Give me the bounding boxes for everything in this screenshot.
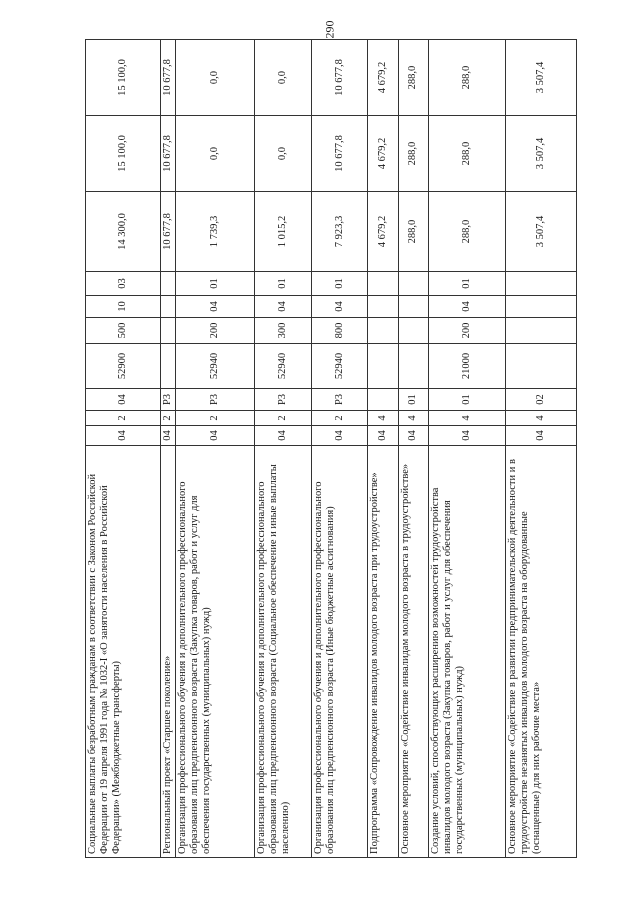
code-cell: 01 — [429, 272, 506, 296]
amount-cell: 10 677,8 — [311, 116, 368, 192]
code-cell: 04 — [311, 296, 368, 318]
amount-cell: 14 300,0 — [86, 192, 161, 272]
code-cell: P3 — [255, 389, 312, 411]
code-cell: 4 — [506, 411, 577, 426]
code-cell: 10 — [86, 296, 161, 318]
code-cell — [398, 296, 428, 318]
code-cell — [368, 318, 398, 344]
table-row — [398, 40, 428, 858]
amount-cell: 0,0 — [255, 40, 312, 116]
code-cell: 01 — [311, 272, 368, 296]
code-cell: 04 — [255, 296, 312, 318]
row-name-cell: Подпрограмма «Сопровождение инвалидов молодого возраста при трудоустройстве» — [368, 446, 398, 858]
budget-table — [85, 39, 577, 858]
code-cell: 01 — [255, 272, 312, 296]
code-cell — [160, 272, 175, 296]
amount-cell: 4 679,2 — [368, 40, 398, 116]
code-cell — [160, 344, 175, 389]
code-cell — [368, 296, 398, 318]
code-cell: P3 — [311, 389, 368, 411]
code-cell: 2 — [86, 411, 161, 426]
amount-cell: 0,0 — [176, 40, 255, 116]
code-cell: 500 — [86, 318, 161, 344]
amount-cell: 3 507,4 — [506, 40, 577, 116]
code-cell: 300 — [255, 318, 312, 344]
amount-cell: 10 677,8 — [311, 40, 368, 116]
row-name-cell: Региональный проект «Старшее поколение» — [160, 446, 175, 858]
row-name-cell: Организация профессионального обучения и дополнительного профессионального образования лиц предпенсионного возраста (Социальное обеспечение и иные выплаты населению) — [255, 446, 312, 858]
code-cell: 04 — [398, 426, 428, 446]
code-cell: 200 — [176, 318, 255, 344]
amount-cell: 288,0 — [429, 116, 506, 192]
code-cell: 4 — [429, 411, 506, 426]
code-cell: 04 — [368, 426, 398, 446]
code-cell — [160, 318, 175, 344]
code-cell: P3 — [176, 389, 255, 411]
code-cell: 03 — [86, 272, 161, 296]
code-cell: 02 — [506, 389, 577, 411]
amount-cell: 3 507,4 — [506, 116, 577, 192]
amount-cell: 10 677,8 — [160, 40, 175, 116]
code-cell — [368, 344, 398, 389]
code-cell: 52940 — [176, 344, 255, 389]
code-cell — [506, 344, 577, 389]
code-cell: 2 — [160, 411, 175, 426]
code-cell: 2 — [311, 411, 368, 426]
code-cell — [506, 296, 577, 318]
row-name-cell: Организация профессионального обучения и дополнительного профессионального образования лиц предпенсионного возраста (Иные бюджетные ассигнования) — [311, 446, 368, 858]
row-name-cell: Социальные выплаты безработным гражданам в соответствии с Законом Российской Федерации от 19 апреля 1991 года № 1032-I «О занятости населения в Российской Федерации» (Межбюджетные трансферты) — [86, 446, 161, 858]
code-cell: 4 — [398, 411, 428, 426]
amount-cell: 15 100,0 — [86, 40, 161, 116]
amount-cell: 1 739,3 — [176, 192, 255, 272]
table-row — [368, 40, 398, 858]
code-cell: 04 — [86, 426, 161, 446]
code-cell: 04 — [429, 426, 506, 446]
budget-table-wrapper — [85, 40, 577, 858]
amount-cell: 288,0 — [429, 192, 506, 272]
code-cell: 52940 — [311, 344, 368, 389]
amount-cell: 288,0 — [398, 40, 428, 116]
code-cell: 01 — [176, 272, 255, 296]
code-cell — [398, 272, 428, 296]
amount-cell: 10 677,8 — [160, 116, 175, 192]
code-cell: 04 — [429, 296, 506, 318]
code-cell: 04 — [506, 426, 577, 446]
code-cell — [160, 296, 175, 318]
amount-cell: 0,0 — [255, 116, 312, 192]
amount-cell: 288,0 — [398, 192, 428, 272]
amount-cell: 288,0 — [398, 116, 428, 192]
amount-cell: 10 677,8 — [160, 192, 175, 272]
code-cell — [506, 318, 577, 344]
code-cell — [368, 389, 398, 411]
amount-cell: 4 679,2 — [368, 116, 398, 192]
code-cell: 52900 — [86, 344, 161, 389]
code-cell: P3 — [160, 389, 175, 411]
code-cell: 2 — [176, 411, 255, 426]
table-row — [311, 40, 368, 858]
code-cell: 21000 — [429, 344, 506, 389]
code-cell: 04 — [160, 426, 175, 446]
code-cell — [398, 318, 428, 344]
code-cell: 04 — [311, 426, 368, 446]
code-cell: 800 — [311, 318, 368, 344]
row-name-cell: Создание условий, способствующих расширению возможностей трудоустройства инвалидов молодого возраста (Закупка товаров, работ и услуг для обеспечения государственных (муниципальных) нужд) — [429, 446, 506, 858]
code-cell: 2 — [255, 411, 312, 426]
code-cell: 04 — [86, 389, 161, 411]
code-cell: 01 — [398, 389, 428, 411]
table-row — [429, 40, 506, 858]
table-row — [506, 40, 577, 858]
code-cell: 4 — [368, 411, 398, 426]
code-cell — [398, 344, 428, 389]
code-cell — [368, 272, 398, 296]
row-name-cell: Основное мероприятие «Содействие инвалидам молодого возраста в трудоустройстве» — [398, 446, 428, 858]
code-cell: 52940 — [255, 344, 312, 389]
code-cell — [506, 272, 577, 296]
row-name-cell: Организация профессионального обучения и дополнительного профессионального образования лиц предпенсионного возраста (Закупка товаров, работ и услуг для обеспечения государственных (муниципальных) нужд) — [176, 446, 255, 858]
code-cell: 200 — [429, 318, 506, 344]
page-number: 290 — [322, 20, 337, 39]
amount-cell: 0,0 — [176, 116, 255, 192]
code-cell: 04 — [176, 426, 255, 446]
amount-cell: 288,0 — [429, 40, 506, 116]
row-name-cell: Основное мероприятие «Содействие в развитии предпринимательской деятельности и в трудоустройстве незанятых инвалидов молодого возраста на оборудованные (оснащенные) для них рабочие места» — [506, 446, 577, 858]
table-row — [160, 40, 175, 858]
amount-cell: 7 923,3 — [311, 192, 368, 272]
table-row — [255, 40, 312, 858]
amount-cell: 1 015,2 — [255, 192, 312, 272]
table-row — [176, 40, 255, 858]
code-cell: 04 — [255, 426, 312, 446]
code-cell: 01 — [429, 389, 506, 411]
amount-cell: 3 507,4 — [506, 192, 577, 272]
amount-cell: 15 100,0 — [86, 116, 161, 192]
code-cell: 04 — [176, 296, 255, 318]
amount-cell: 4 679,2 — [368, 192, 398, 272]
table-row — [86, 40, 161, 858]
